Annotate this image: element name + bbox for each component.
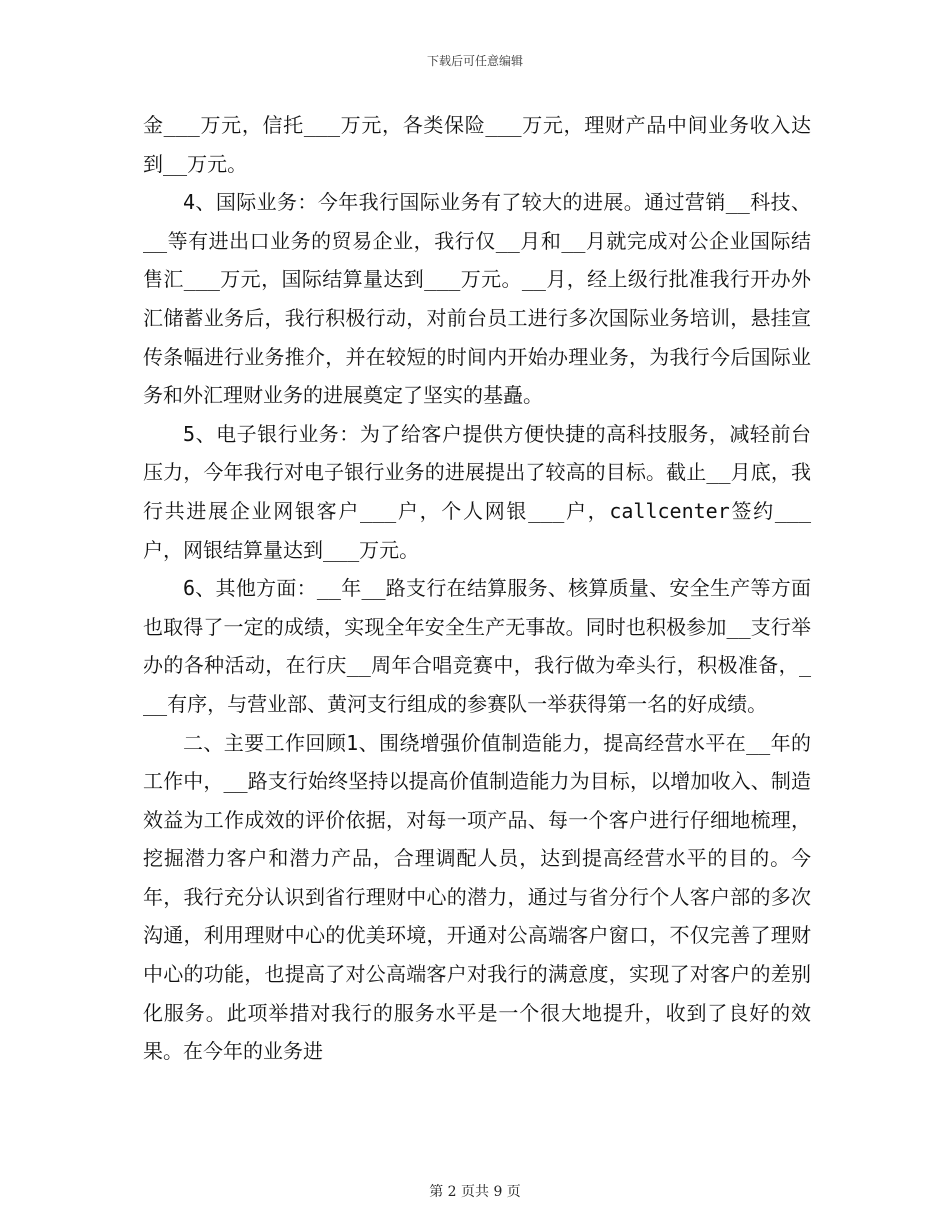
document-body: [143, 106, 811, 1071]
paragraph-3: 5、电子银行业务：为了给客户提供方便快捷的高科技服务，减轻前台压力，今年我行对电子银行业务的进展提出了较高的目标。截止__月底，我行共进展企业网银客户___户，个人网银___户，callcenter签约___户，网银结算量达到___万元。: [143, 421, 811, 562]
paragraph-2: 4、国际业务：今年我行国际业务有了较大的进展。通过营销__科技、__等有进出口业务的贸易企业，我行仅__月和__月就完成对公企业国际结售汇___万元，国际结算量达到___万元。__月，经上级行批准我行开办外汇储蓄业务后，我行积极行动，对前台员工进行多次国际业务培训，悬挂宣传条幅进行业务推介，并在较短的时间内开始办理业务，为我行今后国际业务和外汇理财业务的进展奠定了坚实的基矗。: [143, 190, 811, 408]
paragraph-5: 二、主要工作回顾1、围绕增强价值制造能力，提高经营水平在__年的工作中，__路支行始终坚持以提高价值制造能力为目标，以增加收入、制造效益为工作成效的评价依据，对每一项产品、每一个客户进行仔细地梳理，挖掘潜力客户和潜力产品，合理调配人员，达到提高经营水平的目的。今年，我行充分认识到省行理财中心的潜力，通过与省分行个人客户部的多次沟通，利用理财中心的优美环境，开通对公高端客户窗口，不仅完善了理财中心的功能，也提高了对公高端客户对我行的满意度，实现了对客户的差别化服务。此项举措对我行的服务水平是一个很大地提升，收到了良好的效果。在今年的业务进: [143, 730, 811, 1064]
page-header: 下载后可任意编辑: [426, 54, 523, 68]
paragraph-1: 金___万元，信托___万元，各类保险___万元，理财产品中间业务收入达到__万元。: [143, 113, 811, 176]
page-footer: 第 2 页共 9 页: [429, 1184, 521, 1200]
paragraph-4: 6、其他方面：__年__路支行在结算服务、核算质量、安全生产等方面也取得了一定的成绩，实现全年安全生产无事故。同时也积极参加__支行举办的各种活动，在行庆__周年合唱竞赛中，我行做为牵头行，积极准备，___有序，与营业部、黄河支行组成的参赛队一举获得第一名的好成绩。: [143, 576, 811, 716]
